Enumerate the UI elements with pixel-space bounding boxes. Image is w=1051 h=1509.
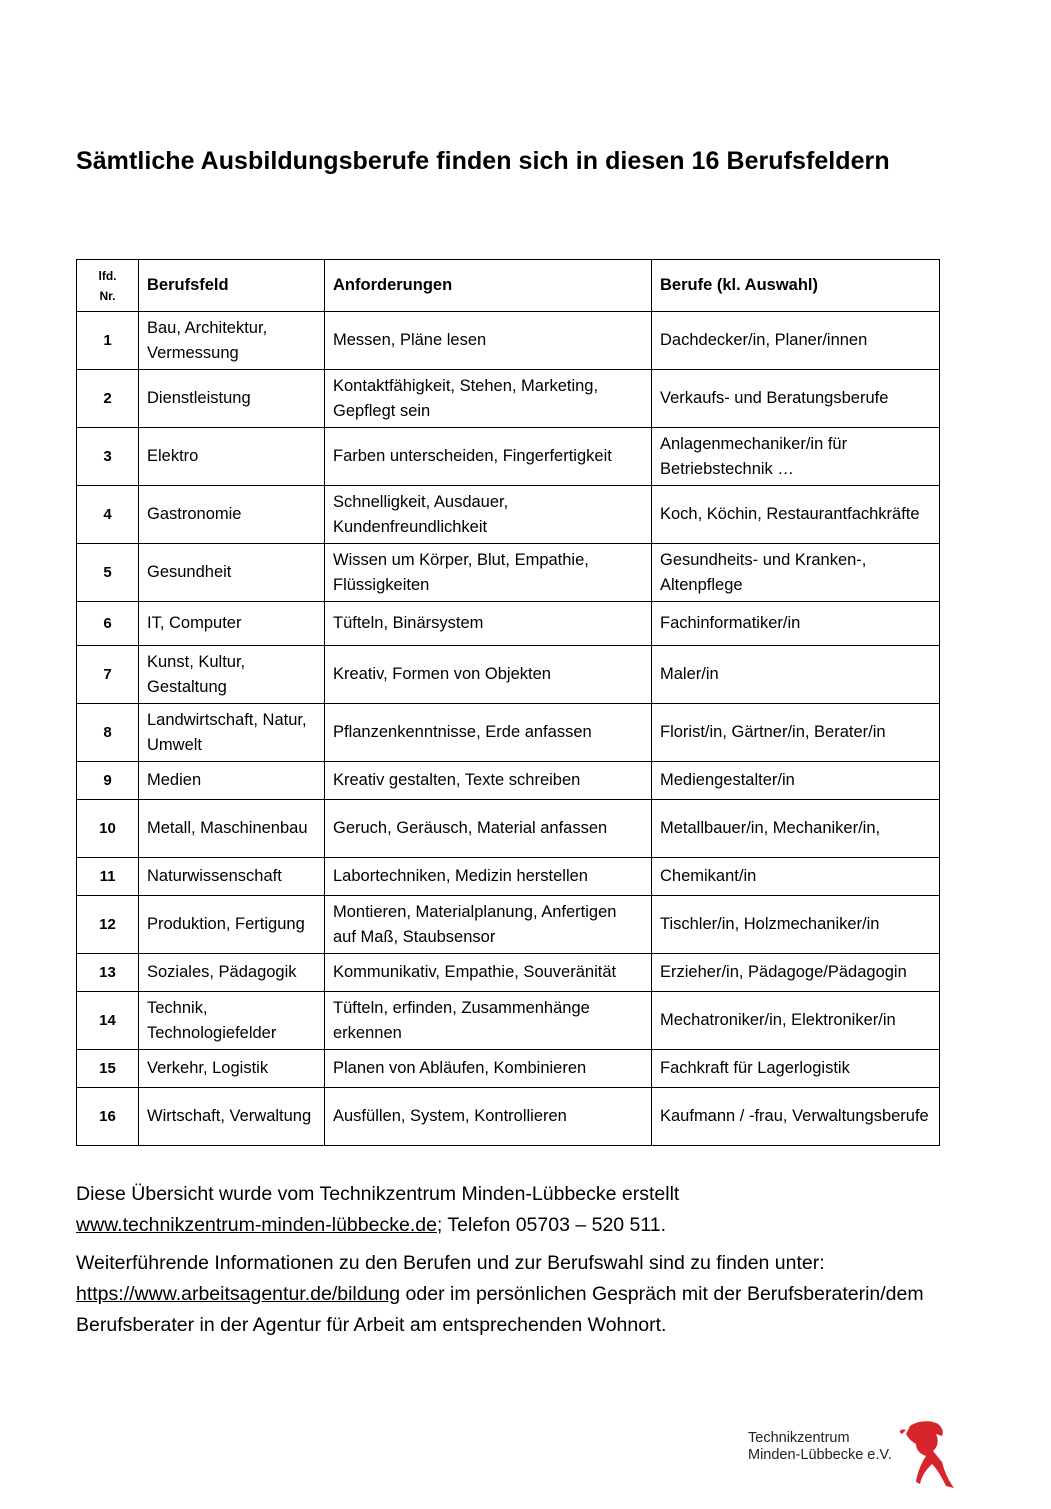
row-berufsfeld: Verkehr, Logistik (139, 1050, 325, 1088)
table-row (77, 602, 940, 646)
row-nr: 10 (77, 800, 139, 858)
row-nr: 2 (77, 370, 139, 428)
header-nr (77, 260, 139, 312)
row-berufsfeld: Wirtschaft, Verwaltung (139, 1088, 325, 1146)
header-nr-line1: lfd. (98, 268, 117, 283)
row-berufe: Gesundheits- und Kranken-, Altenpflege (652, 544, 940, 602)
row-nr: 12 (77, 896, 139, 954)
table-row (77, 858, 940, 896)
row-anforderungen: Kontaktfähigkeit, Stehen, Marketing, Gepflegt sein (325, 370, 652, 428)
table-row (77, 800, 940, 858)
table-row (77, 954, 940, 992)
row-nr: 13 (77, 954, 139, 992)
table-body (77, 312, 940, 1146)
row-nr: 5 (77, 544, 139, 602)
table-row (77, 704, 940, 762)
row-berufsfeld: Metall, Maschinenbau (139, 800, 325, 858)
row-berufe: Chemikant/in (652, 858, 940, 896)
website-link[interactable]: www.technikzentrum-minden-lübbecke.de (76, 1214, 437, 1236)
row-berufe: Verkaufs- und Beratungsberufe (652, 370, 940, 428)
row-nr: 8 (77, 704, 139, 762)
row-nr: 9 (77, 762, 139, 800)
row-anforderungen: Kreativ gestalten, Texte schreiben (325, 762, 652, 800)
row-berufsfeld: Technik, Technologiefelder (139, 992, 325, 1050)
footer-credit-text: Diese Übersicht wurde vom Technikzentrum Minden-Lübbecke erstellt (76, 1183, 680, 1205)
row-anforderungen: Geruch, Geräusch, Material anfassen (325, 800, 652, 858)
berufsfelder-table (76, 259, 940, 1146)
row-anforderungen: Ausfüllen, System, Kontrollieren (325, 1088, 652, 1146)
row-nr: 1 (77, 312, 139, 370)
footer-credit (76, 1179, 956, 1241)
row-nr: 4 (77, 486, 139, 544)
row-berufsfeld: Landwirtschaft, Natur, Umwelt (139, 704, 325, 762)
table-row (77, 486, 940, 544)
table-row (77, 762, 940, 800)
row-nr: 14 (77, 992, 139, 1050)
technikzentrum-logo (748, 1418, 963, 1488)
logo-line2: Minden-Lübbecke e.V. (748, 1447, 892, 1463)
row-berufe: Maler/in (652, 646, 940, 704)
table-row (77, 646, 940, 704)
page-title: Sämtliche Ausbildungsberufe finden sich in diesen 16 Berufsfeldern (76, 147, 890, 175)
row-anforderungen: Farben unterscheiden, Fingerfertigkeit (325, 428, 652, 486)
row-nr: 6 (77, 602, 139, 646)
logo-line1: Technikzentrum (748, 1430, 850, 1446)
footer-info-end: oder im persönlichen Gespräch mit der Berufsberaterin/dem Berufsberater in der Agentur für Arbeit am entsprechenden Wohnort. (76, 1283, 924, 1336)
logo-text (748, 1430, 892, 1464)
row-berufe: Mechatroniker/in, Elektroniker/in (652, 992, 940, 1050)
header-berufe: Berufe (kl. Auswahl) (652, 260, 940, 312)
table-row (77, 544, 940, 602)
table-row (77, 896, 940, 954)
row-berufe: Metallbauer/in, Mechaniker/in, (652, 800, 940, 858)
table-header-row (77, 260, 940, 312)
row-nr: 16 (77, 1088, 139, 1146)
table-row (77, 370, 940, 428)
row-berufsfeld: Gesundheit (139, 544, 325, 602)
row-berufe: Erzieher/in, Pädagoge/Pädagogin (652, 954, 940, 992)
row-berufsfeld: Dienstleistung (139, 370, 325, 428)
row-berufsfeld: Elektro (139, 428, 325, 486)
row-anforderungen: Tüfteln, Binärsystem (325, 602, 652, 646)
row-berufe: Dachdecker/in, Planer/innen (652, 312, 940, 370)
logo-figure-icon (898, 1418, 960, 1490)
row-berufe: Fachinformatiker/in (652, 602, 940, 646)
row-berufsfeld: Naturwissenschaft (139, 858, 325, 896)
footer-info (76, 1248, 956, 1341)
table-row (77, 312, 940, 370)
row-nr: 15 (77, 1050, 139, 1088)
row-anforderungen: Tüfteln, erfinden, Zusammenhänge erkennen (325, 992, 652, 1050)
row-anforderungen: Montieren, Materialplanung, Anfertigen auf Maß, Staubsensor (325, 896, 652, 954)
row-berufsfeld: Medien (139, 762, 325, 800)
row-berufsfeld: Kunst, Kultur, Gestaltung (139, 646, 325, 704)
row-anforderungen: Kommunikativ, Empathie, Souveränität (325, 954, 652, 992)
footer-info-start: Weiterführende Informationen zu den Berufen und zur Berufswahl sind zu finden unter: (76, 1252, 825, 1274)
row-anforderungen: Pflanzenkenntnisse, Erde anfassen (325, 704, 652, 762)
berufsfelder-table-container (76, 259, 940, 1146)
row-anforderungen: Wissen um Körper, Blut, Empathie, Flüssigkeiten (325, 544, 652, 602)
table-row (77, 428, 940, 486)
row-berufe: Fachkraft für Lagerlogistik (652, 1050, 940, 1088)
arbeitsagentur-link[interactable]: https://www.arbeitsagentur.de/bildung (76, 1283, 401, 1305)
row-anforderungen: Labortechniken, Medizin herstellen (325, 858, 652, 896)
row-berufsfeld: Produktion, Fertigung (139, 896, 325, 954)
row-berufsfeld: IT, Computer (139, 602, 325, 646)
table-row (77, 1050, 940, 1088)
row-nr: 3 (77, 428, 139, 486)
row-anforderungen: Planen von Abläufen, Kombinieren (325, 1050, 652, 1088)
header-berufsfeld: Berufsfeld (139, 260, 325, 312)
row-berufe: Florist/in, Gärtner/in, Berater/in (652, 704, 940, 762)
phone-text: ; Telefon 05703 – 520 511. (436, 1214, 667, 1236)
row-berufe: Kaufmann / -frau, Verwaltungsberufe (652, 1088, 940, 1146)
row-anforderungen: Kreativ, Formen von Objekten (325, 646, 652, 704)
header-anforderungen: Anforderungen (325, 260, 652, 312)
row-berufsfeld: Bau, Architektur, Vermessung (139, 312, 325, 370)
row-anforderungen: Schnelligkeit, Ausdauer, Kundenfreundlichkeit (325, 486, 652, 544)
table-row (77, 1088, 940, 1146)
row-anforderungen: Messen, Pläne lesen (325, 312, 652, 370)
row-nr: 11 (77, 858, 139, 896)
row-berufsfeld: Gastronomie (139, 486, 325, 544)
row-berufsfeld: Soziales, Pädagogik (139, 954, 325, 992)
table-row (77, 992, 940, 1050)
row-nr: 7 (77, 646, 139, 704)
header-nr-line2: Nr. (99, 288, 116, 303)
row-berufe: Mediengestalter/in (652, 762, 940, 800)
row-berufe: Koch, Köchin, Restaurantfachkräfte (652, 486, 940, 544)
row-berufe: Anlagenmechaniker/in für Betriebstechnik … (652, 428, 940, 486)
row-berufe: Tischler/in, Holzmechaniker/in (652, 896, 940, 954)
